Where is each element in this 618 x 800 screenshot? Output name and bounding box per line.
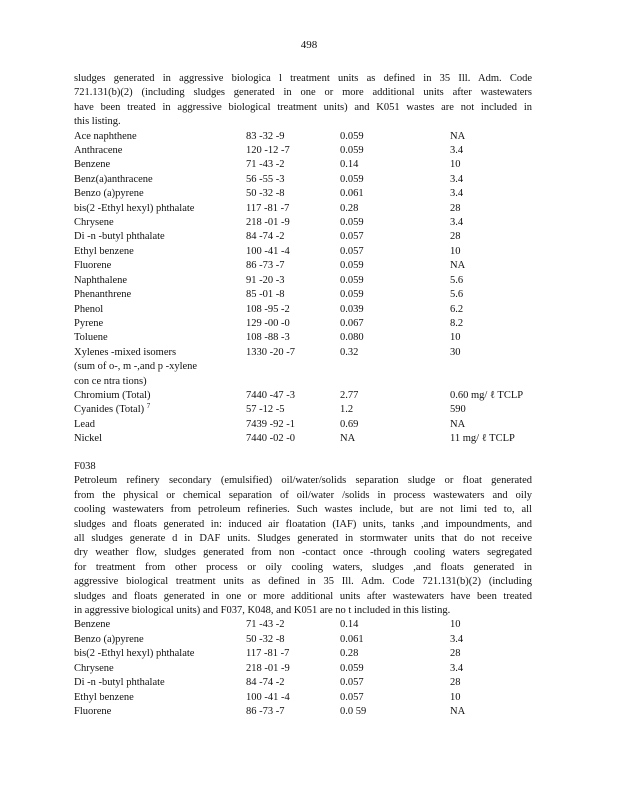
table-row [74,676,532,690]
cas-number: 85 -01 -8 [246,289,285,301]
nonwastewater-std: 6.2 [450,303,464,315]
wastewater-conc: 0.059 [340,217,364,229]
cas-number: 1330 -20 -7 [246,346,295,358]
table-row [74,705,532,719]
wastewater-conc: 0.080 [340,332,364,344]
constituent-name: Benzo (a)pyrene [74,188,144,200]
constituent-name [74,403,246,417]
wastewater-conc: 0.32 [340,346,359,358]
table-row [74,245,532,259]
intro-line: this listing. [74,116,121,128]
wastewater-conc: 0.061 [340,188,364,200]
description-line: all sludges generate d in DAF units. Sludges generated in stormwater units that do not receive [74,533,532,545]
wastewater-conc: 0.057 [340,691,364,703]
constituent-name: Lead [74,418,95,430]
description-line: for treatment from other process or oily cooling waters, sludges ,and floats generated in [74,561,532,573]
xylenes-line: con ce ntra tions) [74,375,147,387]
constituent-name: Benzene [74,159,111,171]
cas-number: 120 -12 -7 [246,145,290,157]
cas-number: 108 -95 -2 [246,303,290,315]
constituent-name: Chromium (Total) [74,389,151,401]
wastewater-conc: 0.0 59 [340,705,367,717]
waste-code-heading: F038 [74,461,96,472]
nonwastewater-std: 0.60 mg/ ℓ TCLP [450,389,524,401]
wastewater-conc: 0.28 [340,648,359,660]
constituent-name-text: Cyanides (Total) [74,404,145,416]
cas-number: 57 -12 -5 [246,404,285,416]
cas-number: 100 -41 -4 [246,245,290,257]
constituent-name: Benzo (a)pyrene [74,633,144,645]
constituent-name: Fluorene [74,705,112,717]
nonwastewater-std: 3.4 [450,145,464,157]
cas-number: 84 -74 -2 [246,231,285,243]
table-row [74,216,532,230]
table-row [74,317,532,331]
cas-number: 56 -55 -3 [246,173,285,185]
constituent-name: Di -n -butyl phthalate [74,677,165,689]
wastewater-conc: 0.14 [340,159,359,171]
description-line: sludges and floats generated in: induced air floatation (IAF) units, tanks ,and impoundments, and [74,518,532,530]
table-row [74,274,532,288]
constituent-name: Fluorene [74,260,112,272]
description-line: aggressive biological treatment units as defined in 35 Ill. Adm. Code 721.131(b)(2) (including [74,576,532,588]
nonwastewater-std: 28 [450,231,461,243]
constituent-name: Benzene [74,619,111,631]
wastewater-conc: 0.059 [340,289,364,301]
cas-number: 86 -73 -7 [246,260,285,272]
cas-number: 84 -74 -2 [246,677,285,689]
wastewater-conc: 0.059 [340,145,364,157]
nonwastewater-std: 3.4 [450,217,464,229]
wastewater-conc: 0.059 [340,274,364,286]
constituent-name: Naphthalene [74,274,128,286]
section-f038 [74,460,532,719]
f038-constituent-table [74,618,532,719]
nonwastewater-std: 28 [450,648,461,660]
constituent-name: Phenol [74,303,104,315]
table-row [74,647,532,661]
table-row [74,618,532,632]
wastewater-conc: 0.061 [340,633,364,645]
nonwastewater-std: 3.4 [450,633,464,645]
cas-number: 7440 -47 -3 [246,389,295,401]
nonwastewater-std: 590 [450,404,466,416]
description-line: Petroleum refinery secondary (emulsified) oil/water/solids separation sludge or float generated [74,475,532,487]
cas-number: 83 -32 -9 [246,130,285,142]
wastewater-conc: 2.77 [340,389,359,401]
table-row [74,202,532,216]
cas-number: 7440 -02 -0 [246,433,295,445]
table-row [74,130,532,144]
nonwastewater-std: NA [450,705,466,717]
cas-number: 117 -81 -7 [246,648,290,660]
constituent-name: bis(2 -Ethyl hexyl) phthalate [74,202,195,214]
constituent-name: Chrysene [74,662,114,674]
constituent-name: Di -n -butyl phthalate [74,231,165,243]
constituent-name: Anthracene [74,145,123,157]
nonwastewater-std: 10 [450,159,461,171]
intro-line: sludges generated in aggressive biologica l treatment units as defined in 35 Ill. Adm. Code [74,73,532,84]
wastewater-conc: 0.059 [340,173,364,185]
wastewater-conc: 0.059 [340,662,364,674]
constituent-table [74,130,532,447]
constituent-name: Toluene [74,332,108,344]
intro-line: 721.131(b)(2) (including sludges generated in one or more additional units after wastewaters [74,87,532,99]
nonwastewater-std: 28 [450,202,461,214]
nonwastewater-std: 10 [450,332,461,344]
table-row [74,633,532,647]
nonwastewater-std: 8.2 [450,317,464,329]
table-row [74,144,532,158]
table-row-xylenes [74,346,532,389]
wastewater-conc: 0.059 [340,260,364,272]
table-row [74,418,532,432]
constituent-name [74,346,246,389]
nonwastewater-std: NA [450,418,466,430]
cas-number: 50 -32 -8 [246,633,285,645]
intro-paragraph [74,72,532,130]
constituent-name: Benz(a)anthracene [74,173,153,185]
nonwastewater-std: 3.4 [450,662,464,674]
constituent-name: Ace naphthene [74,130,137,142]
table-row [74,662,532,676]
wastewater-conc: 0.057 [340,231,364,243]
description-line: cooling wastewaters from petroleum refineries. Such wastes include, but are not limi ted to, all [74,504,532,516]
constituent-name: bis(2 -Ethyl hexyl) phthalate [74,648,195,660]
nonwastewater-std: 10 [450,691,461,703]
constituent-name: Chrysene [74,217,114,229]
table-row [74,691,532,705]
footnote-marker: 7 [146,402,151,411]
description-line: from the physical or chemical separation of oil/water /solids in process wastewaters and oily [74,489,532,501]
wastewater-conc: 0.14 [340,619,359,631]
cas-number: 71 -43 -2 [246,159,285,171]
wastewater-conc: 0.059 [340,130,364,142]
cas-number: 108 -88 -3 [246,332,290,344]
nonwastewater-std: 10 [450,619,461,631]
xylenes-line: Xylenes -mixed isomers [74,346,177,358]
nonwastewater-std: 3.4 [450,173,464,185]
cas-number: 50 -32 -8 [246,188,285,200]
table-row [74,259,532,273]
wastewater-conc: 0.067 [340,317,364,329]
table-row [74,187,532,201]
cas-number: 91 -20 -3 [246,274,285,286]
constituent-name: Pyrene [74,317,104,329]
nonwastewater-std: 11 mg/ ℓ TCLP [450,433,515,445]
wastewater-conc: 0.039 [340,303,364,315]
nonwastewater-std: 5.6 [450,289,464,301]
description-line: in aggressive biological units) and F037, K048, and K051 are no t included in this listing. [74,605,451,617]
wastewater-conc: NA [340,433,356,445]
cas-number: 86 -73 -7 [246,705,285,717]
wastewater-conc: 1.2 [340,404,354,416]
table-row [74,158,532,172]
cas-number: 218 -01 -9 [246,217,290,229]
cas-number: 71 -43 -2 [246,619,285,631]
cas-number: 129 -00 -0 [246,317,290,329]
description-line: sludges and floats generated in one or more additional units after wastewaters have been treated [74,590,532,602]
nonwastewater-std: 10 [450,245,461,257]
wastewater-conc: 0.057 [340,677,364,689]
cas-number: 218 -01 -9 [246,662,290,674]
section-previous-listing [74,72,532,447]
table-row [74,288,532,302]
table-row [74,303,532,317]
nonwastewater-std: NA [450,130,466,142]
nonwastewater-std: NA [450,260,466,272]
constituent-name: Nickel [74,433,102,445]
nonwastewater-std: 28 [450,677,461,689]
table-row [74,432,532,446]
table-row [74,403,532,417]
wastewater-conc: 0.28 [340,202,359,214]
constituent-name: Phenanthrene [74,289,132,301]
cas-number: 100 -41 -4 [246,691,290,703]
cas-number: 7439 -92 -1 [246,418,295,430]
nonwastewater-std: 5.6 [450,274,464,286]
f038-description [74,474,532,618]
constituent-name: Ethyl benzene [74,691,134,703]
nonwastewater-std: 3.4 [450,188,464,200]
nonwastewater-std: 30 [450,346,461,358]
wastewater-conc: 0.69 [340,418,359,430]
table-row [74,331,532,345]
wastewater-conc: 0.057 [340,245,364,257]
page-number: 498 [300,39,318,51]
constituent-name: Ethyl benzene [74,245,134,257]
cas-number: 117 -81 -7 [246,202,290,214]
xylenes-line: (sum of o-, m -,and p -xylene [74,361,198,373]
table-row [74,173,532,187]
table-row [74,389,532,403]
table-row [74,230,532,244]
intro-line: have been treated in aggressive biological treatment units) and K051 wastes are not included in [74,101,532,113]
description-line: dry weather flow, sludges generated from non -contact once -through cooling waters segregated [74,547,532,559]
